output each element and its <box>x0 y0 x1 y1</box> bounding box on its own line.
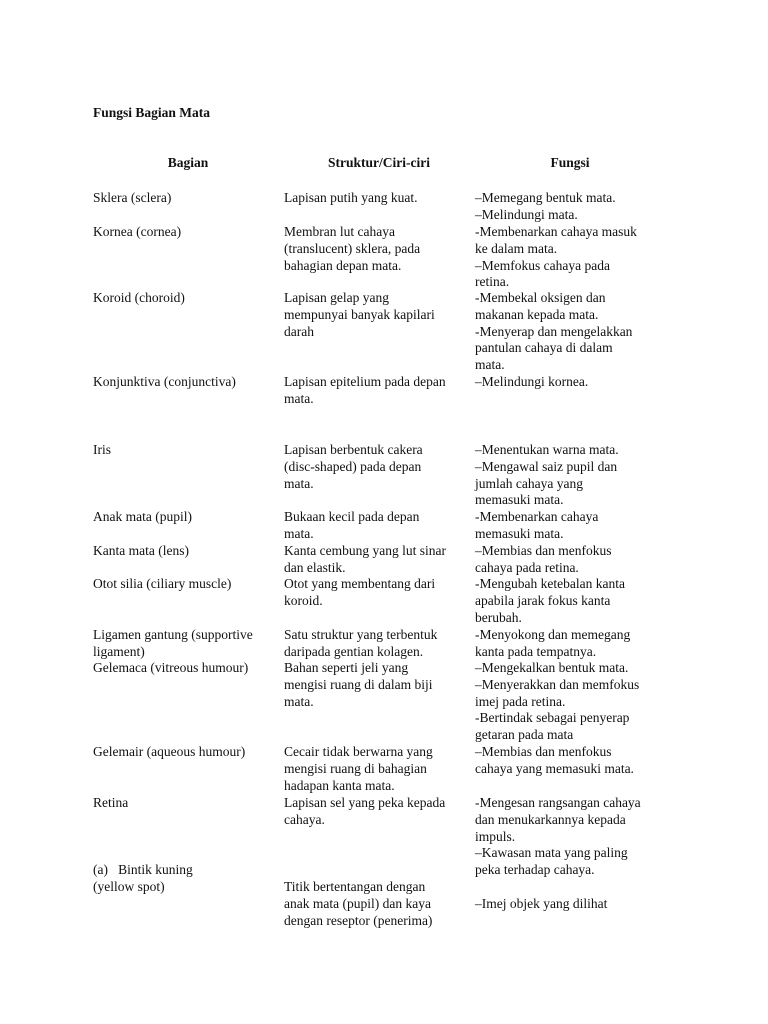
cell-fungsi <box>475 795 673 879</box>
text-line: mempunyai banyak kapilari <box>284 306 435 322</box>
cell-struktur <box>284 374 472 408</box>
text-line: dengan reseptor (penerima) <box>284 912 433 928</box>
cell-bagian <box>93 290 281 307</box>
header-struktur: Struktur/Ciri-ciri <box>328 155 430 170</box>
text-line: –Menentukan warna mata. <box>475 442 619 457</box>
cell-bagian <box>93 190 281 207</box>
text-line: -Menyokong dan memegang <box>475 627 631 642</box>
text-line: mata. <box>475 357 505 373</box>
cell-bagian <box>93 543 281 560</box>
cell-struktur <box>284 744 472 794</box>
cell-fungsi <box>475 744 673 778</box>
text-line: –Melindungi mata. <box>475 206 578 222</box>
text-line: (yellow spot) <box>93 878 165 894</box>
text-line: Anak mata (pupil) <box>93 509 192 524</box>
text-line: -Menyerap dan mengelakkan <box>475 323 633 339</box>
cell-fungsi <box>475 509 673 543</box>
cell-bagian <box>93 660 281 677</box>
text-line: Cecair tidak berwarna yang <box>284 744 433 759</box>
text-line: bahagian depan mata. <box>284 257 402 273</box>
text-line: (disc-shaped) pada depan <box>284 458 422 474</box>
text-line: -Membekal oksigen dan <box>475 290 606 305</box>
text-line: cahaya yang memasuki mata. <box>475 760 634 776</box>
text-line: darah <box>284 323 314 339</box>
text-line: Lapisan epitelium pada depan <box>284 374 446 389</box>
text-line: (a) Bintik kuning <box>93 862 193 877</box>
text-line: -Membenarkan cahaya masuk <box>475 224 637 239</box>
cell-fungsi <box>475 224 673 291</box>
cell-bagian <box>93 795 281 812</box>
cell-struktur <box>284 543 472 577</box>
text-line: cahaya pada retina. <box>475 559 579 575</box>
text-line: pantulan cahaya di dalam <box>475 340 613 356</box>
text-line: -Mengesan rangsangan cahaya <box>475 795 641 810</box>
cell-struktur <box>284 576 472 610</box>
cell-struktur <box>284 879 472 929</box>
text-line: ligament) <box>93 643 145 659</box>
text-line: Bukaan kecil pada depan <box>284 509 420 524</box>
text-line: impuls. <box>475 828 516 844</box>
text-line: peka terhadap cahaya. <box>475 862 595 878</box>
cell-bagian <box>93 627 281 661</box>
cell-struktur <box>284 224 472 274</box>
text-line: hadapan kanta mata. <box>284 777 395 793</box>
cell-bagian <box>93 862 281 896</box>
cell-bagian <box>93 744 281 761</box>
text-line: –Membias dan menfokus <box>475 543 612 558</box>
text-line: mengisi ruang di bahagian <box>284 760 427 776</box>
text-line: Otot silia (ciliary muscle) <box>93 576 232 591</box>
text-line: Titik bertentangan dengan <box>284 879 426 894</box>
text-line: mengisi ruang di dalam biji <box>284 676 433 692</box>
cell-fungsi <box>475 627 673 661</box>
text-line: mata. <box>284 475 314 491</box>
cell-struktur <box>284 627 472 661</box>
text-line: –Mengawal saiz pupil dan <box>475 458 618 474</box>
header-fungsi: Fungsi <box>550 155 590 170</box>
cell-bagian <box>93 224 281 241</box>
text-line: -Bertindak sebagai penyerap <box>475 710 630 726</box>
text-line: –Memegang bentuk mata. <box>475 190 616 205</box>
text-line: Retina <box>93 795 129 810</box>
cell-fungsi <box>475 576 673 626</box>
text-line: dan menukarkannya kepada <box>475 811 626 827</box>
text-line: –Mengekalkan bentuk mata. <box>475 660 629 675</box>
text-line: Sklera (sclera) <box>93 190 172 205</box>
cell-fungsi <box>475 374 673 391</box>
text-line: –Imej objek yang dilihat <box>475 896 608 911</box>
text-line: jumlah cahaya yang <box>475 475 583 491</box>
cell-fungsi <box>475 660 673 744</box>
text-line: ke dalam mata. <box>475 240 558 256</box>
cell-struktur <box>284 795 472 829</box>
text-line: Membran lut cahaya <box>284 224 395 239</box>
text-line: Konjunktiva (conjunctiva) <box>93 374 236 389</box>
text-line: –Membias dan menfokus <box>475 744 612 759</box>
cell-struktur <box>284 190 472 207</box>
text-line: koroid. <box>284 592 323 608</box>
text-line: Koroid (choroid) <box>93 290 185 305</box>
text-line: Lapisan berbentuk cakera <box>284 442 423 457</box>
text-line: Kanta mata (lens) <box>93 543 189 558</box>
text-line: dan elastik. <box>284 559 346 575</box>
text-line: Otot yang membentang dari <box>284 576 436 591</box>
text-line: Iris <box>93 442 111 457</box>
cell-fungsi <box>475 896 673 913</box>
text-line: –Menyerakkan dan memfokus <box>475 676 640 692</box>
text-line: Lapisan gelap yang <box>284 290 389 305</box>
cell-bagian <box>93 576 281 593</box>
text-line: –Memfokus cahaya pada <box>475 257 610 273</box>
text-line: Ligamen gantung (supportive <box>93 627 253 642</box>
cell-struktur <box>284 290 472 340</box>
text-line: kanta pada tempatnya. <box>475 643 597 659</box>
text-line: -Membenarkan cahaya <box>475 509 599 524</box>
text-line: –Kawasan mata yang paling <box>475 845 628 861</box>
text-line: imej pada retina. <box>475 693 566 709</box>
text-line: getaran pada mata <box>475 727 574 743</box>
cell-bagian <box>93 509 281 526</box>
cell-struktur <box>284 660 472 710</box>
cell-fungsi <box>475 442 673 509</box>
text-line: Lapisan putih yang kuat. <box>284 190 418 205</box>
text-line: Kornea (cornea) <box>93 224 182 239</box>
text-line: Satu struktur yang terbentuk <box>284 627 438 642</box>
cell-struktur <box>284 509 472 543</box>
cell-fungsi <box>475 290 673 374</box>
text-line: mata. <box>284 390 314 406</box>
text-line: berubah. <box>475 609 522 625</box>
text-line: anak mata (pupil) dan kaya <box>284 895 431 911</box>
text-line: makanan kepada mata. <box>475 306 599 322</box>
text-line: -Mengubah ketebalan kanta <box>475 576 625 591</box>
text-line: mata. <box>284 525 314 541</box>
text-line: mata. <box>284 693 314 709</box>
text-line: Lapisan sel yang peka kepada <box>284 795 446 810</box>
text-line: (translucent) sklera, pada <box>284 240 421 256</box>
text-line: Gelemaca (vitreous humour) <box>93 660 249 675</box>
text-line: memasuki mata. <box>475 525 564 541</box>
page-title: Fungsi Bagian Mata <box>93 105 211 120</box>
text-line: cahaya. <box>284 811 325 827</box>
header-bagian: Bagian <box>167 155 209 170</box>
text-line: Kanta cembung yang lut sinar <box>284 543 446 558</box>
text-line: daripada gentian kolagen. <box>284 643 424 659</box>
cell-fungsi <box>475 190 673 224</box>
text-line: Bahan seperti jeli yang <box>284 660 409 675</box>
text-line: memasuki mata. <box>475 492 564 508</box>
cell-fungsi <box>475 543 673 577</box>
cell-bagian <box>93 374 281 391</box>
cell-struktur <box>284 442 472 492</box>
text-line: apabila jarak fokus kanta <box>475 592 611 608</box>
cell-bagian <box>93 442 281 459</box>
text-line: –Melindungi kornea. <box>475 374 589 389</box>
text-line: Gelemair (aqueous humour) <box>93 744 246 759</box>
text-line: retina. <box>475 274 510 290</box>
